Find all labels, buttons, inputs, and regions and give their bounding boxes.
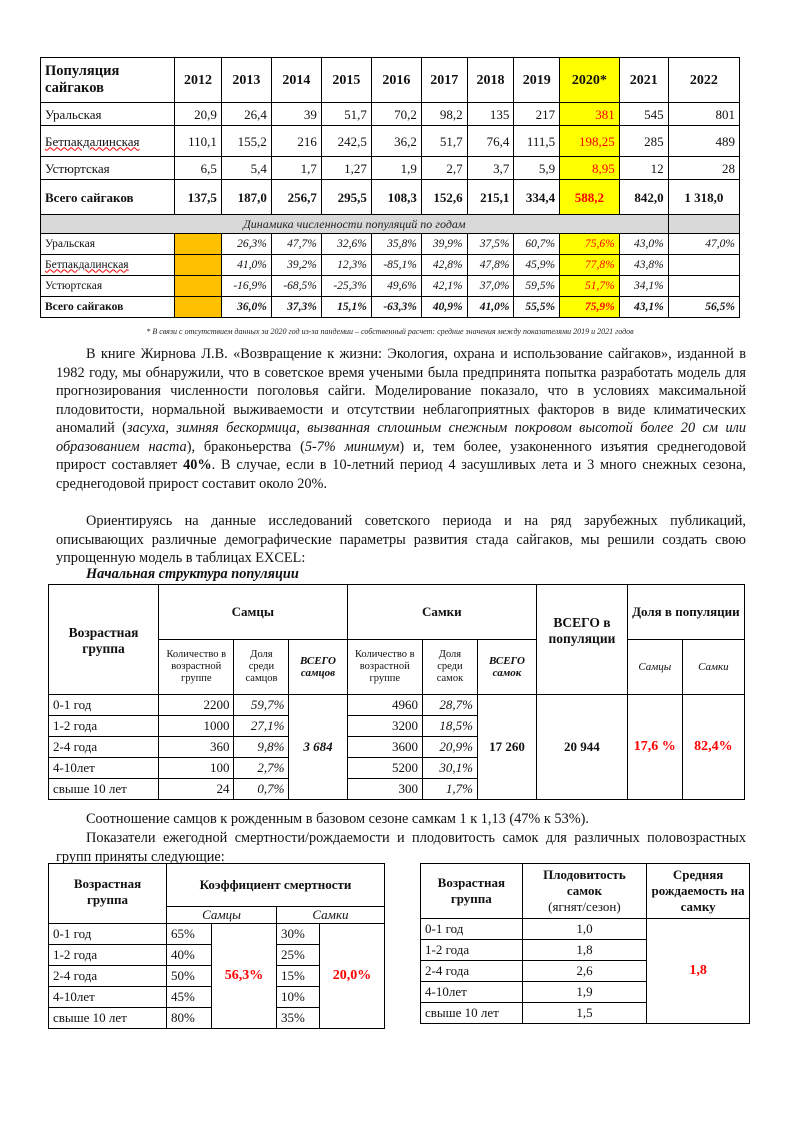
table-row [49,695,745,716]
cell: 42,1% [421,276,467,297]
female-share: 1,7% [422,779,477,800]
year-header: 2016 [371,58,421,103]
male-count: 360 [159,737,234,758]
cell: 187,0 [221,180,271,215]
age-cell: 1-2 года [49,716,159,737]
cell: 35,8% [371,234,421,255]
dynamics-row [41,276,740,297]
male-count: 2200 [159,695,234,716]
cell: 32,6% [321,234,371,255]
cell: 28 [668,157,739,180]
total-row [41,180,740,215]
male-count: 24 [159,779,234,800]
cell: 49,6% [371,276,421,297]
cell: 76,4 [467,126,514,157]
cell: -63,3% [371,297,421,318]
males-header: Самцы [167,907,277,924]
cell: 42,8% [421,255,467,276]
males-header: Самцы [159,585,348,640]
cell-2020: 77,8% [560,255,620,276]
male-count: 1000 [159,716,234,737]
footnote: * В связи с отсутствием данных за 2020 год из-за пандемии – собственный расчет: средние значения между показателями 2019 и 2021 годов [146,327,634,336]
text: В книге Жирнова Л.В. «Возвращение к жизни: Экология, охрана и использование сайгаков», изданной в 1982 году, мы обнаружили, что в советское время учеными была предпринята попытка разработать модель для прогнозирования численности поголовья сайги. Моделирование показало, что в условиях максимальной плодовитости, нормальной выживаемости и отсутствии неблагоприятных факторов в виде климатических аномалий ( [56,346,746,436]
cell: 285 [619,126,668,157]
female-total-header: ВСЕГО самок [477,640,536,695]
dynamics-title: Динамика численности популяций по годам [41,215,669,234]
cell: 45,9% [514,255,560,276]
age-cell: свыше 10 лет [49,1008,167,1029]
share-males-header: Самцы [627,640,682,695]
cell: 36,0% [221,297,271,318]
fertility-header-unit: (ягнят/сезон) [548,899,621,914]
cell: 137,5 [175,180,222,215]
cell-2020: 198,25 [560,126,620,157]
share-header: Доля в популяции [627,585,744,640]
cell: 215,1 [467,180,514,215]
female-mortality: 25% [277,945,320,966]
cell: 111,5 [514,126,560,157]
row-label: Уральская [41,234,175,255]
cell: 12,3% [321,255,371,276]
population-table [40,57,740,318]
age-cell: 0-1 год [49,695,159,716]
male-total-header: ВСЕГО самцов [289,640,347,695]
female-count: 3200 [347,716,422,737]
cell: 20,9 [175,103,222,126]
fertility-value: 1,5 [522,1003,647,1024]
cell: 39,9% [421,234,467,255]
paragraph-indicators: Показатели ежегодной смертности/рождаемости и плодовитость самок для различных половозрастных групп приняты следующие: [56,830,746,865]
cell: 108,3 [371,180,421,215]
dynamics-title-empty [668,215,739,234]
cell: 70,2 [371,103,421,126]
cell: 3,7 [467,157,514,180]
female-share: 18,5% [422,716,477,737]
cell: 98,2 [421,103,467,126]
cell: 801 [668,103,739,126]
structure-table [48,584,745,800]
year-header: 2021 [619,58,668,103]
year-header: 2022 [668,58,739,103]
row-label [41,255,175,276]
age-cell: 2-4 года [421,961,523,982]
cell: 39,2% [271,255,321,276]
cell-empty [175,276,222,297]
female-count-header: Количество в возрастной группе [347,640,422,695]
cell-empty [175,255,222,276]
cell: 217 [514,103,560,126]
males-avg: 56,3% [212,924,277,1029]
female-mortality: 30% [277,924,320,945]
cell: 43,0% [619,234,668,255]
header-row [49,864,385,907]
cell-2020: 8,95 [560,157,620,180]
cell: 47,7% [271,234,321,255]
text-italic: засуха, зимняя бескормица, вызванная сплошным снежным покровом высотой более 20 см или образованием наста [56,420,746,455]
year-header: 2014 [271,58,321,103]
cell: 489 [668,126,739,157]
age-cell: свыше 10 лет [49,779,159,800]
paragraph-ratio: Соотношение самцов к рожденным в базовом сезоне самкам 1 к 1,13 (47% к 53%). [86,811,589,827]
total-population-header: ВСЕГО в популяции [537,585,628,695]
age-cell: 1-2 года [49,945,167,966]
cell [668,276,739,297]
cell: 152,6 [421,180,467,215]
fertility-table [420,863,750,1024]
avg-birth-value: 1,8 [647,919,750,1024]
cell: 51,7 [321,103,371,126]
year-header: 2012 [175,58,222,103]
male-share: 9,8% [234,737,289,758]
header-row [41,58,740,103]
age-cell: 0-1 год [421,919,523,940]
age-cell: 4-10лет [421,982,523,1003]
row-label: Устюртская [41,276,175,297]
cell: 43,8% [619,255,668,276]
avg-birth-header: Средняя рождаемость на самку [647,864,750,919]
cell: 12 [619,157,668,180]
female-share: 30,1% [422,758,477,779]
age-group-header: Возрастная группа [421,864,523,919]
dynamics-row [41,255,740,276]
year-header: 2018 [467,58,514,103]
male-share: 0,7% [234,779,289,800]
cell [668,255,739,276]
females-total: 17 260 [477,695,536,800]
cell: -68,5% [271,276,321,297]
year-header: 2013 [221,58,271,103]
fertility-value: 1,8 [522,940,647,961]
cell: 2,7 [421,157,467,180]
male-count: 100 [159,758,234,779]
share-females-header: Самки [682,640,744,695]
females-pct: 82,4% [682,695,744,800]
mortality-table [48,863,385,1029]
cell: 1,9 [371,157,421,180]
cell: 15,1% [321,297,371,318]
dynamics-row [41,234,740,255]
cell: 295,5 [321,180,371,215]
paragraph-zhirnov [56,345,746,493]
cell: 26,4 [221,103,271,126]
text: ) и, тем более, узаконенного изъятия среднегодовой прирост составляет [56,438,747,473]
row-label [41,126,175,157]
row-label: Уральская [41,103,175,126]
cell: 59,5% [514,276,560,297]
cell: 5,4 [221,157,271,180]
population-total: 20 944 [537,695,628,800]
age-cell: 1-2 года [421,940,523,961]
age-cell: 2-4 года [49,966,167,987]
cell-empty [175,297,222,318]
male-share-header: Доля среди самцов [234,640,289,695]
cell: 334,4 [514,180,560,215]
female-share: 28,7% [422,695,477,716]
cell: 155,2 [221,126,271,157]
male-mortality: 40% [167,945,212,966]
female-count: 4960 [347,695,422,716]
male-share: 27,1% [234,716,289,737]
cell: 37,5% [467,234,514,255]
row-label-text: Бетпакдалинская [45,258,129,271]
header-row [49,585,745,640]
females-avg: 20,0% [320,924,385,1029]
male-mortality: 50% [167,966,212,987]
cell: 36,2 [371,126,421,157]
cell: 43,1% [619,297,668,318]
cell: 242,5 [321,126,371,157]
age-group-header: Возрастная группа [49,585,159,695]
row-label: Всего сайгаков [41,297,175,318]
cell: 135 [467,103,514,126]
males-pct: 17,6 % [627,695,682,800]
cell: -25,3% [321,276,371,297]
females-header: Самки [347,585,537,640]
table-row [41,126,740,157]
cell-2020: 588,2 [560,180,620,215]
females-header: Самки [277,907,385,924]
female-share-header: Доля среди самок [422,640,477,695]
cell: 40,9% [421,297,467,318]
female-mortality: 10% [277,987,320,1008]
cell: 110,1 [175,126,222,157]
cell: 60,7% [514,234,560,255]
cell: 41,0% [467,297,514,318]
cell-2020: 381 [560,103,620,126]
male-mortality: 80% [167,1008,212,1029]
cell: 47,8% [467,255,514,276]
fertility-value: 2,6 [522,961,647,982]
age-cell: 2-4 года [49,737,159,758]
fertility-header [522,864,647,919]
year-header: 2017 [421,58,467,103]
cell: 55,5% [514,297,560,318]
fertility-header-label: Плодовитость самок [543,867,626,898]
table-row [41,103,740,126]
cell: 842,0 [619,180,668,215]
text: . В случае, если в 10-летний период 4 засушливых лета и 3 много снежных сезона, среднегодовой прирост составит около 20%. [56,457,747,492]
row-label: Устюртская [41,157,175,180]
text: ), браконьерства ( [186,438,305,455]
male-mortality: 65% [167,924,212,945]
female-mortality: 35% [277,1008,320,1029]
fertility-value: 1,0 [522,919,647,940]
female-count: 300 [347,779,422,800]
male-share: 59,7% [234,695,289,716]
year-header: 2019 [514,58,560,103]
table-row [41,157,740,180]
age-cell: 4-10лет [49,987,167,1008]
males-total: 3 684 [289,695,347,800]
female-count: 5200 [347,758,422,779]
age-cell: свыше 10 лет [421,1003,523,1024]
dynamics-total-row [41,297,740,318]
cell: -16,9% [221,276,271,297]
cell-2020: 75,9% [560,297,620,318]
cell: 39 [271,103,321,126]
dynamics-title-row [41,215,740,234]
cell: 1 318,0 [668,180,739,215]
year-header-2020: 2020* [560,58,620,103]
cell: 56,5% [668,297,739,318]
cell: 5,9 [514,157,560,180]
header-row [421,864,750,919]
text-italic: 5-7% минимум [304,438,400,455]
female-count: 3600 [347,737,422,758]
population-header: Популяция сайгаков [41,58,175,103]
female-mortality: 15% [277,966,320,987]
age-cell: 0-1 год [49,924,167,945]
cell: 1,27 [321,157,371,180]
male-share: 2,7% [234,758,289,779]
cell: 26,3% [221,234,271,255]
cell: 1,7 [271,157,321,180]
year-header: 2015 [321,58,371,103]
text-bold: 40% [183,457,212,473]
cell: 51,7 [421,126,467,157]
age-group-header: Возрастная группа [49,864,167,924]
male-mortality: 45% [167,987,212,1008]
male-count-header: Количество в возрастной группе [159,640,234,695]
fertility-value: 1,9 [522,982,647,1003]
age-cell: 4-10лет [49,758,159,779]
section-subtitle: Начальная структура популяции [86,566,299,582]
mortality-header: Коэффициент смертности [167,864,385,907]
row-label: Всего сайгаков [41,180,175,215]
paragraph-model: Ориентируясь на данные исследований советского периода и на ряд зарубежных публикаций, описывающих различные демографические параметры развития стада сайгаков, мы решили создать свою упрощенную модель в таблицах EXCEL: [56,513,746,566]
cell: 256,7 [271,180,321,215]
cell: 37,3% [271,297,321,318]
cell-2020: 51,7% [560,276,620,297]
cell: 37,0% [467,276,514,297]
cell-empty [175,234,222,255]
cell-2020: 75,6% [560,234,620,255]
cell: 41,0% [221,255,271,276]
cell: 34,1% [619,276,668,297]
cell: 6,5 [175,157,222,180]
cell: 216 [271,126,321,157]
table-row [421,919,750,940]
cell: -85,1% [371,255,421,276]
female-share: 20,9% [422,737,477,758]
cell: 545 [619,103,668,126]
row-label-text: Бетпакдалинская [45,133,140,149]
table-row [49,924,385,945]
cell: 47,0% [668,234,739,255]
